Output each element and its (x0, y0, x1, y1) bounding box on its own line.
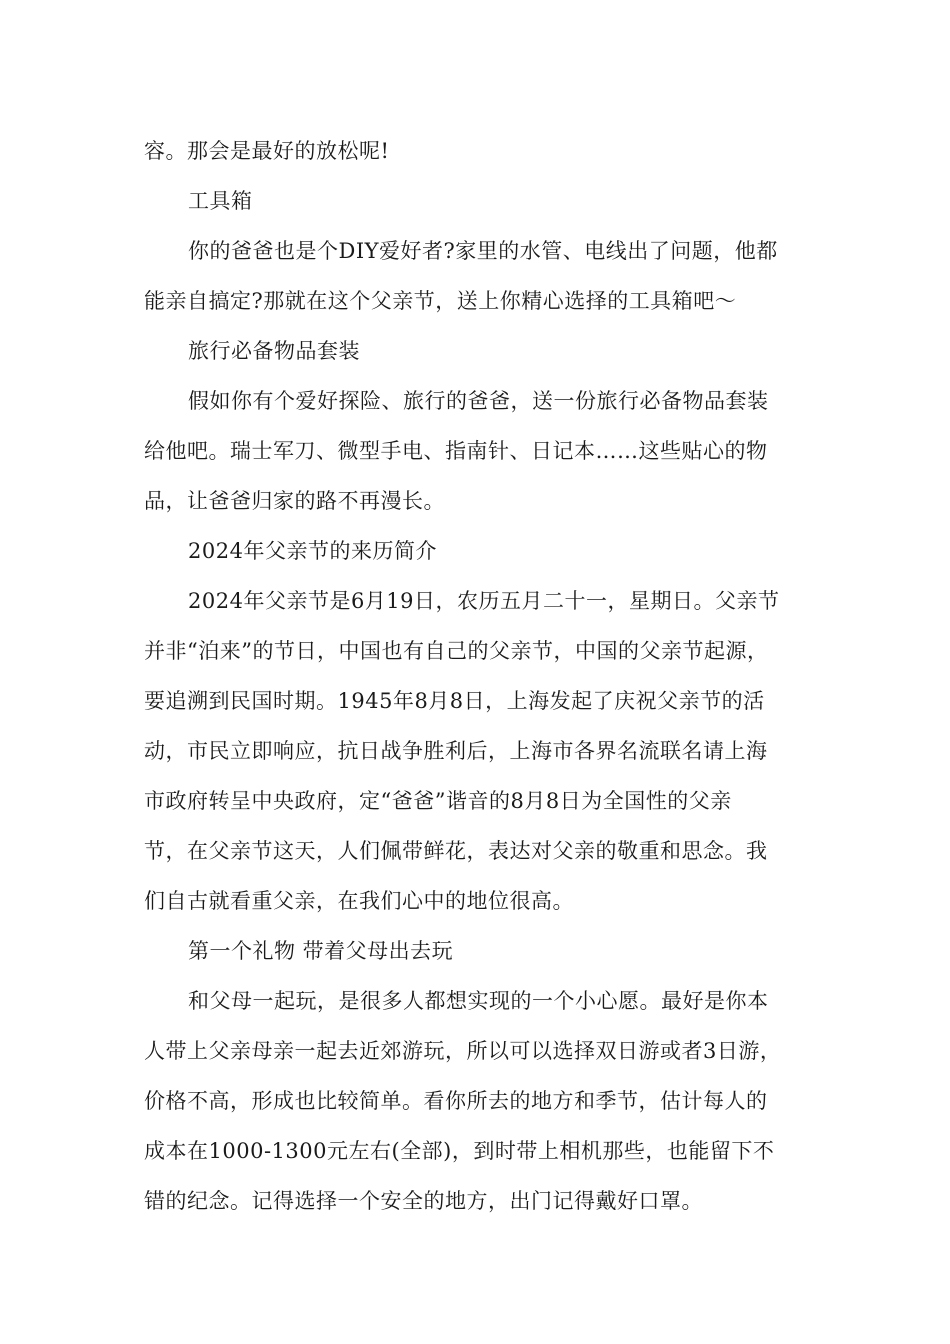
text-line: 人带上父亲母亲一起去近郊游玩，所以可以选择双日游或者3日游， (144, 1039, 782, 1063)
section-heading-history: 2024年父亲节的来历简介 (188, 539, 437, 563)
text-line: 2024年父亲节是6月19日，农历五月二十一，星期日。父亲节 (188, 589, 780, 613)
document-body (144, 126, 806, 1226)
text-line: 并非“泊来”的节日，中国也有自己的父亲节，中国的父亲节起源， (144, 639, 769, 663)
text-line: 错的纪念。记得选择一个安全的地方，出门记得戴好口罩。 (144, 1189, 703, 1213)
text-line: 假如你有个爱好探险、旅行的爸爸，送一份旅行必备物品套装 (188, 389, 769, 413)
text-line: 容。那会是最好的放松呢! (144, 139, 390, 163)
text-line: 节，在父亲节这天，人们佩带鲜花，表达对父亲的敬重和思念。我 (144, 839, 768, 863)
section-heading-travel-kit: 旅行必备物品套装 (188, 339, 360, 363)
text-line: 动，市民立即响应，抗日战争胜利后，上海市各界名流联名请上海 (144, 739, 768, 763)
section-heading-toolbox: 工具箱 (188, 189, 253, 213)
text-line: 能亲自搞定?那就在这个父亲节，送上你精心选择的工具箱吧～ (144, 289, 737, 313)
text-line: 给他吧。瑞士军刀、微型手电、指南针、日记本……这些贴心的物 (144, 439, 768, 463)
text-line: 和父母一起玩，是很多人都想实现的一个小心愿。最好是你本 (188, 989, 769, 1013)
text-line: 市政府转呈中央政府，定“爸爸”谐音的8月8日为全国性的父亲 (144, 789, 732, 813)
text-line: 要追溯到民国时期。1945年8月8日，上海发起了庆祝父亲节的活 (144, 689, 765, 713)
text-line: 品，让爸爸归家的路不再漫长。 (144, 489, 445, 513)
text-line: 你的爸爸也是个DIY爱好者?家里的水管、电线出了问题，他都 (188, 239, 778, 263)
section-heading-first-gift: 第一个礼物 带着父母出去玩 (188, 939, 454, 963)
text-line: 成本在1000-1300元左右(全部)，到时带上相机那些，也能留下不 (144, 1139, 775, 1163)
text-line: 们自古就看重父亲，在我们心中的地位很高。 (144, 889, 574, 913)
text-line: 价格不高，形成也比较简单。看你所去的地方和季节，估计每人的 (144, 1089, 768, 1113)
